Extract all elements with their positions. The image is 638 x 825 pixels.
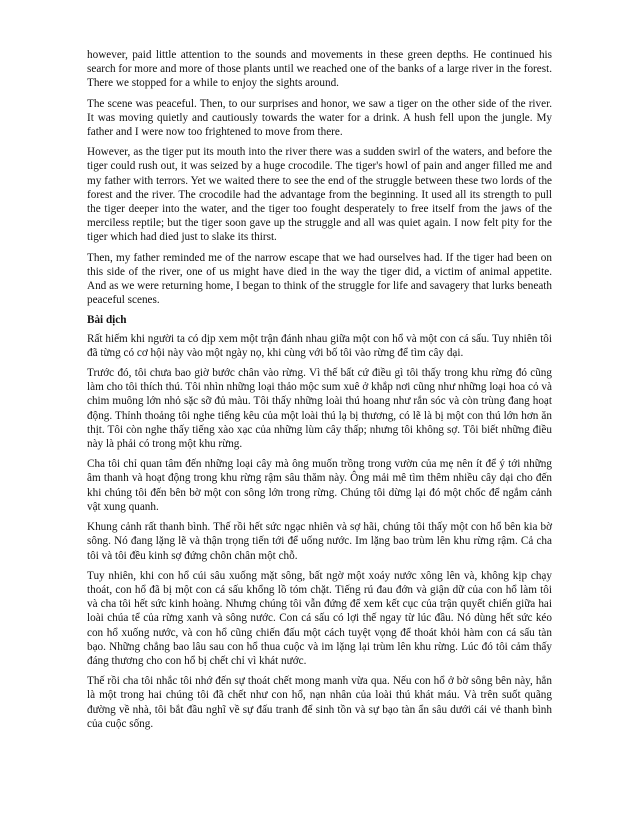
vietnamese-paragraph-6: Thế rồi cha tôi nhắc tôi nhớ đến sự thoát chết mong manh vừa qua. Nếu con hổ ở bờ sông bên này, hẳn là một trong hai chúng tôi đã chết như con hổ, nạn nhân của loài thú khát máu. Và trên suốt quãng đường về nhà, tôi bắt đầu nghĩ về sự đấu tranh để sinh tồn và sự bạo tàn ẩn sâu dưới cái vẻ thanh bình của cuộc sống. xyxy=(87,675,552,730)
english-paragraph-3: However, as the tiger put its mouth into the river there was a sudden swirl of the waters, and before the tiger could rush out, it was seized by a huge crocodile. The tiger's howl of pain and anger filled me and my father with terrors. Yet we waited there to see the end of the struggle between these two lords of the forest and the river. The crocodile had the advantage from the beginning. It used all its strength to pull the tiger deeper into the water, and the tiger too fought desperately to free itself from the jaws of the merciless reptile; but the tiger soon gave up the struggle and all was quiet again. I now felt pity for the tiger which had died just to slake its thirst. xyxy=(87,146,552,244)
vietnamese-paragraph-1: Rất hiếm khi người ta có dịp xem một trận đánh nhau giữa một con hổ và một con cá sấu. Tuy nhiên tôi đã từng có cơ hội này vào một ngày nọ, khi cùng với bố tôi vào rừng để tìm cây dại. xyxy=(87,332,552,359)
english-paragraph-4: Then, my father reminded me of the narrow escape that we had ourselves had. If the tiger had been on this side of the river, one of us might have died in the way the tiger did, a victim of animal appetite. And as we were returning home, I began to think of the struggle for life and savagery that lurks beneath peaceful scenes. xyxy=(87,251,552,307)
translation-heading: Bài dịch xyxy=(87,314,127,327)
vietnamese-paragraph-5: Tuy nhiên, khi con hổ cúi sâu xuống mặt sông, bất ngờ một xoáy nước xông lên và, không kịp chạy thoát, con hổ đã bị một con cá sấu khổng lồ tóm chặt. Tiếng rú đau đớn và giận dữ của con hổ làm tôi và cha tôi hết sức kinh hoàng. Nhưng chúng tôi vẫn đứng để xem kết cục của trận quyết chiến giữa hai loài chúa tể của rừng xanh và sông nước. Con cá sấu có lợi thế ngay từ lúc đầu. Nó dùng hết sức kéo con hổ xuống nước, và con hổ cũng chiến đấu một cách tuyệt vọng để thoát khỏi hàm con cá sấu tàn bạo. Những chẳng bao lâu sau con hổ thua cuộc và im lặng lại trùm lên khu rừng. Lúc đó tôi cảm thấy đáng thương cho con hổ bị chết chỉ vì khát nước. xyxy=(87,569,552,667)
english-paragraph-2: The scene was peaceful. Then, to our surprises and honor, we saw a tiger on the other side of the river. It was moving quietly and cautiously towards the water for a drink. A hush fell upon the jungle. My father and I were now too frightened to move from there. xyxy=(87,97,552,139)
vietnamese-paragraph-2: Trước đó, tôi chưa bao giờ bước chân vào rừng. Vì thế bất cứ điều gì tôi thấy trong khu rừng đó cũng làm cho tôi thích thú. Tôi nhìn những loại thảo mộc sum xuê ở khắp nơi cũng như những loại hoa cỏ và chim muông lớn nhỏ sặc sỡ đủ màu. Tôi thấy những loài thú hoang như rắn sóc và còn trùng đang hoạt động. Thỉnh thoảng tôi nghe tiếng kêu của một loài thú lạ bị thương, có lẽ là bị một con thú lớn hơn ăn thịt. Tôi còn nghe thấy tiếng xào xạc của những lùm cây thấp; nhưng tôi không sợ. Tôi biết những điều này là phải có trong một khu rừng. xyxy=(87,367,552,451)
vietnamese-paragraph-3: Cha tôi chỉ quan tâm đến những loại cây mà ông muốn trồng trong vườn của mẹ nên ít để ý tới những âm thanh và hoạt động trong khu rừng rậm sâu thăm này. Ông mải mê tìm thêm nhiều cây dại cho đến khi chúng tôi đến bên bờ một con sông lớn trong rừng. Chúng tôi dừng lại đó một chốc để ngắm cảnh vật xung quanh. xyxy=(87,458,552,513)
document-page xyxy=(87,48,552,737)
vietnamese-paragraph-4: Khung cảnh rất thanh bình. Thế rồi hết sức ngạc nhiên và sợ hãi, chúng tôi thấy một con hổ bên kia bờ sông. Nó đang lặng lẽ và thận trọng tiến tới để uống nước. Im lặng bao trùm lên khu rừng rậm. Cả cha tôi và tôi đều kinh sợ đứng chôn chân một chỗ. xyxy=(87,521,552,562)
english-paragraph-1: however, paid little attention to the sounds and movements in these green depths. He continued his search for more and more of those plants until we reached one of the banks of a large river in the forest. There we stopped for a while to enjoy the sights around. xyxy=(87,49,552,90)
